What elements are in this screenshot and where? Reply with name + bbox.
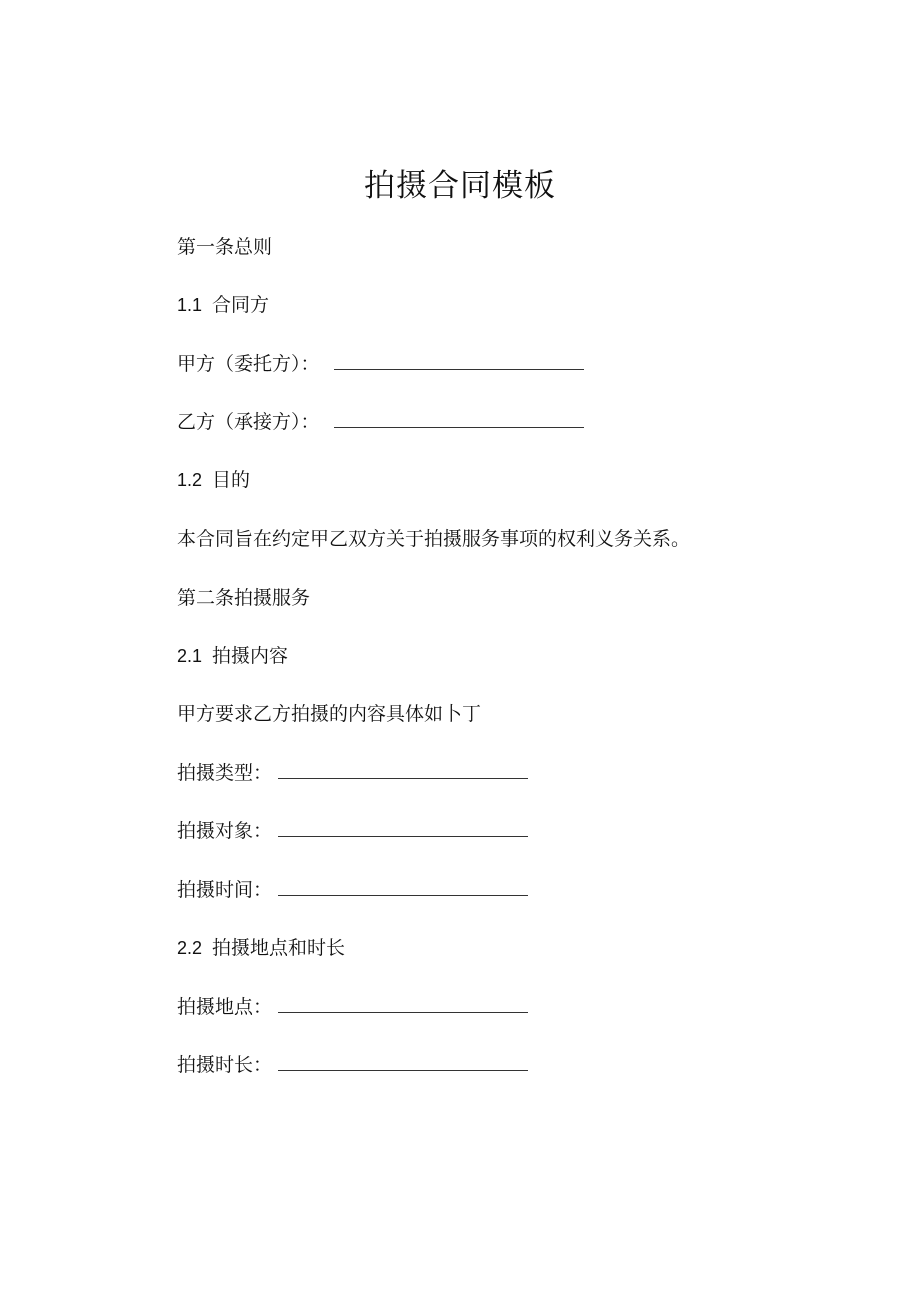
shoot-location-blank[interactable] <box>278 994 528 1013</box>
section-number: 2.1 <box>177 646 203 666</box>
section-2-2 <box>177 935 345 961</box>
shoot-location-row <box>177 994 528 1020</box>
section-heading: 拍摄地点和时长 <box>212 937 346 959</box>
shoot-duration-blank[interactable] <box>278 1052 528 1071</box>
shoot-time-blank[interactable] <box>278 877 528 896</box>
section-heading: 目的 <box>212 469 251 491</box>
article-1-heading: 第一条总则 <box>177 236 273 258</box>
shoot-type-label: 拍摄类型： <box>177 762 273 784</box>
shoot-type-blank[interactable] <box>278 760 528 779</box>
shoot-time-row <box>177 877 528 903</box>
purpose-text: 本合同旨在约定甲乙双方关于拍摄服务事项的权利义务关系。 <box>177 528 691 550</box>
section-heading: 合同方 <box>212 294 270 316</box>
document-title: 拍摄合同模板 <box>364 168 556 204</box>
shoot-subject-label: 拍摄对象： <box>177 820 273 842</box>
shoot-type-row <box>177 760 528 786</box>
shoot-subject-row <box>177 818 528 844</box>
party-a-row <box>177 351 584 377</box>
content-intro-text: 甲方要求乙方拍摄的内容具体如卜丁 <box>177 703 482 725</box>
section-number: 1.2 <box>177 470 203 490</box>
shoot-location-label: 拍摄地点： <box>177 996 273 1018</box>
section-heading: 拍摄内容 <box>212 645 289 667</box>
shoot-time-label: 拍摄时间： <box>177 879 273 901</box>
shoot-subject-blank[interactable] <box>278 818 528 837</box>
section-1-2 <box>177 467 250 493</box>
section-number: 2.2 <box>177 938 203 958</box>
shoot-duration-label: 拍摄时长： <box>177 1054 273 1076</box>
section-2-1 <box>177 643 288 669</box>
party-a-blank[interactable] <box>334 351 584 370</box>
article-2-heading: 第二条拍摄服务 <box>177 587 311 609</box>
section-1-1 <box>177 292 269 318</box>
party-b-row <box>177 409 584 435</box>
section-number: 1.1 <box>177 295 203 315</box>
party-b-label: 乙方（承接方）： <box>177 411 320 433</box>
party-a-label: 甲方（委托方）： <box>177 353 320 375</box>
shoot-duration-row <box>177 1052 528 1078</box>
party-b-blank[interactable] <box>334 409 584 428</box>
